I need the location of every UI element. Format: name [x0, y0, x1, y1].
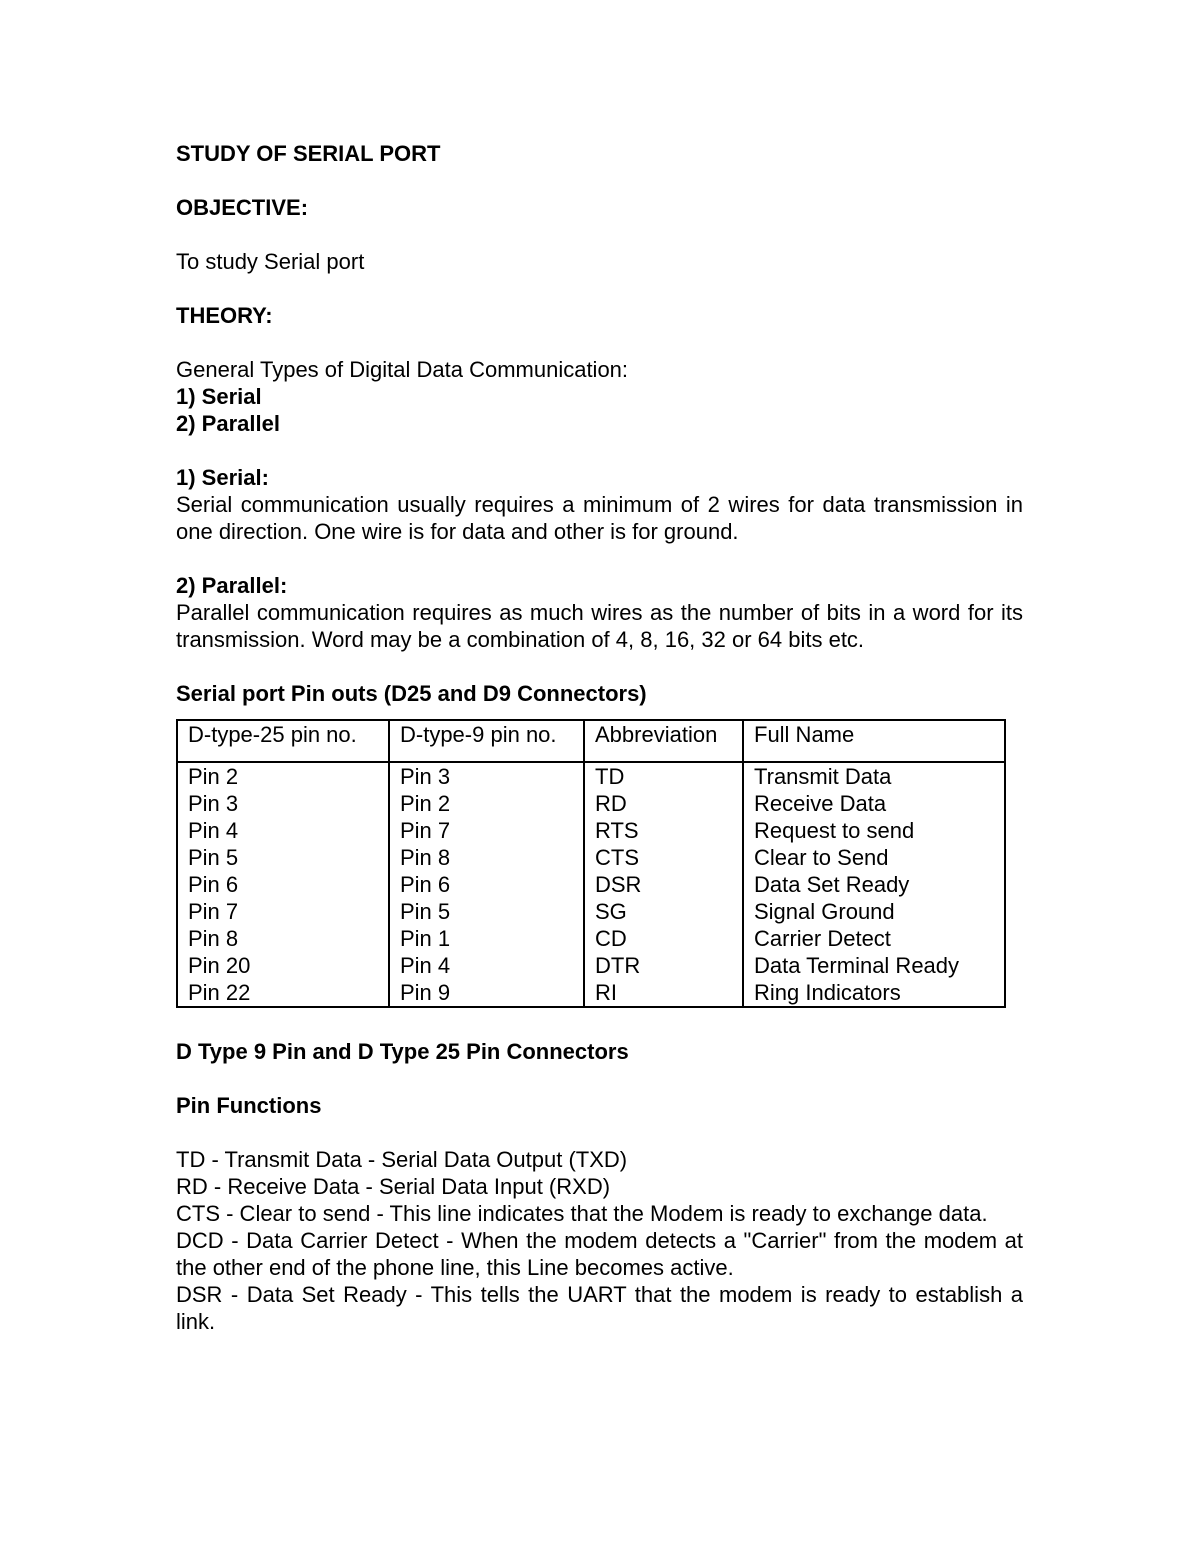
- column-abbreviation: [584, 762, 743, 1007]
- table-header-row: [177, 720, 1005, 762]
- pin-function-item: DSR - Data Set Ready - This tells the UART that the modem is ready to establish a link.: [176, 1282, 1023, 1334]
- serial-text: Serial communication usually requires a minimum of 2 wires for data transmission in one direction. One wire is for data and other is for ground.: [176, 492, 1023, 544]
- table-cell: Request to send: [754, 818, 915, 843]
- header-d9: D-type-9 pin no.: [389, 720, 584, 762]
- table-cell: Pin 3: [400, 764, 451, 789]
- table-cell: SG: [595, 899, 627, 924]
- table-cell: Clear to Send: [754, 845, 889, 870]
- table-cell: Signal Ground: [754, 899, 895, 924]
- serial-heading: 1) Serial:: [176, 465, 269, 490]
- table-cell: RD: [595, 791, 627, 816]
- table-cell: Carrier Detect: [754, 926, 891, 951]
- column-d9: [389, 762, 584, 1007]
- header-d25: D-type-25 pin no.: [177, 720, 389, 762]
- table-cell: Pin 2: [400, 791, 451, 816]
- table-cell: Pin 2: [188, 764, 239, 789]
- table-cell: Receive Data: [754, 791, 887, 816]
- table-cell: Ring Indicators: [754, 980, 901, 1005]
- table-cell: Data Set Ready: [754, 872, 910, 897]
- table-cell: Pin 7: [400, 818, 451, 843]
- document-title: STUDY OF SERIAL PORT: [176, 141, 441, 166]
- header-abbreviation: Abbreviation: [584, 720, 743, 762]
- parallel-text: Parallel communication requires as much wires as the number of bits in a word for its transmission. Word may be a combination of 4, 8, 16, 32 or 64 bits etc.: [176, 600, 1023, 652]
- pin-function-item: CTS - Clear to send - This line indicates that the Modem is ready to exchange data.: [176, 1201, 988, 1226]
- pinout-table: [176, 719, 1006, 1008]
- pin-functions-heading: Pin Functions: [176, 1093, 322, 1118]
- table-cell: RI: [595, 980, 617, 1005]
- table-body-row: [177, 762, 1005, 1007]
- parallel-heading: 2) Parallel:: [176, 573, 288, 598]
- type-serial: 1) Serial: [176, 384, 262, 409]
- table-cell: Pin 1: [400, 926, 451, 951]
- pin-function-item: DCD - Data Carrier Detect - When the modem detects a "Carrier" from the modem at the other end of the phone line, this Line becomes active.: [176, 1228, 1023, 1280]
- table-cell: Pin 6: [188, 872, 239, 897]
- table-cell: Pin 8: [400, 845, 451, 870]
- table-cell: DTR: [595, 953, 641, 978]
- pinouts-heading: Serial port Pin outs (D25 and D9 Connectors): [176, 681, 647, 706]
- table-cell: DSR: [595, 872, 642, 897]
- table-cell: RTS: [595, 818, 639, 843]
- table-cell: Pin 4: [188, 818, 239, 843]
- table-cell: Pin 5: [188, 845, 239, 870]
- column-d25: [177, 762, 389, 1007]
- table-cell: Pin 7: [188, 899, 239, 924]
- table-cell: Pin 3: [188, 791, 239, 816]
- table-cell: Pin 9: [400, 980, 451, 1005]
- table-cell: Pin 5: [400, 899, 451, 924]
- table-cell: Data Terminal Ready: [754, 953, 960, 978]
- table-cell: Pin 20: [188, 953, 251, 978]
- table-cell: Pin 8: [188, 926, 239, 951]
- table-cell: CTS: [595, 845, 639, 870]
- table-cell: TD: [595, 764, 625, 789]
- pin-function-item: TD - Transmit Data - Serial Data Output (TXD): [176, 1147, 628, 1172]
- pin-function-item: RD - Receive Data - Serial Data Input (RXD): [176, 1174, 611, 1199]
- objective-heading: OBJECTIVE:: [176, 195, 309, 220]
- connectors-heading: D Type 9 Pin and D Type 25 Pin Connectors: [176, 1039, 629, 1064]
- types-intro: General Types of Digital Data Communication:: [176, 357, 629, 382]
- table-cell: Pin 6: [400, 872, 451, 897]
- table-cell: Pin 22: [188, 980, 251, 1005]
- objective-text: To study Serial port: [176, 249, 365, 274]
- table-cell: Pin 4: [400, 953, 451, 978]
- table-cell: Transmit Data: [754, 764, 892, 789]
- header-full-name: Full Name: [743, 720, 1005, 762]
- theory-heading: THEORY:: [176, 303, 273, 328]
- type-parallel: 2) Parallel: [176, 411, 280, 436]
- pin-functions-list: [176, 1146, 1023, 1335]
- document-page: [176, 140, 1023, 1335]
- table-cell: CD: [595, 926, 627, 951]
- column-full-name: [743, 762, 1005, 1007]
